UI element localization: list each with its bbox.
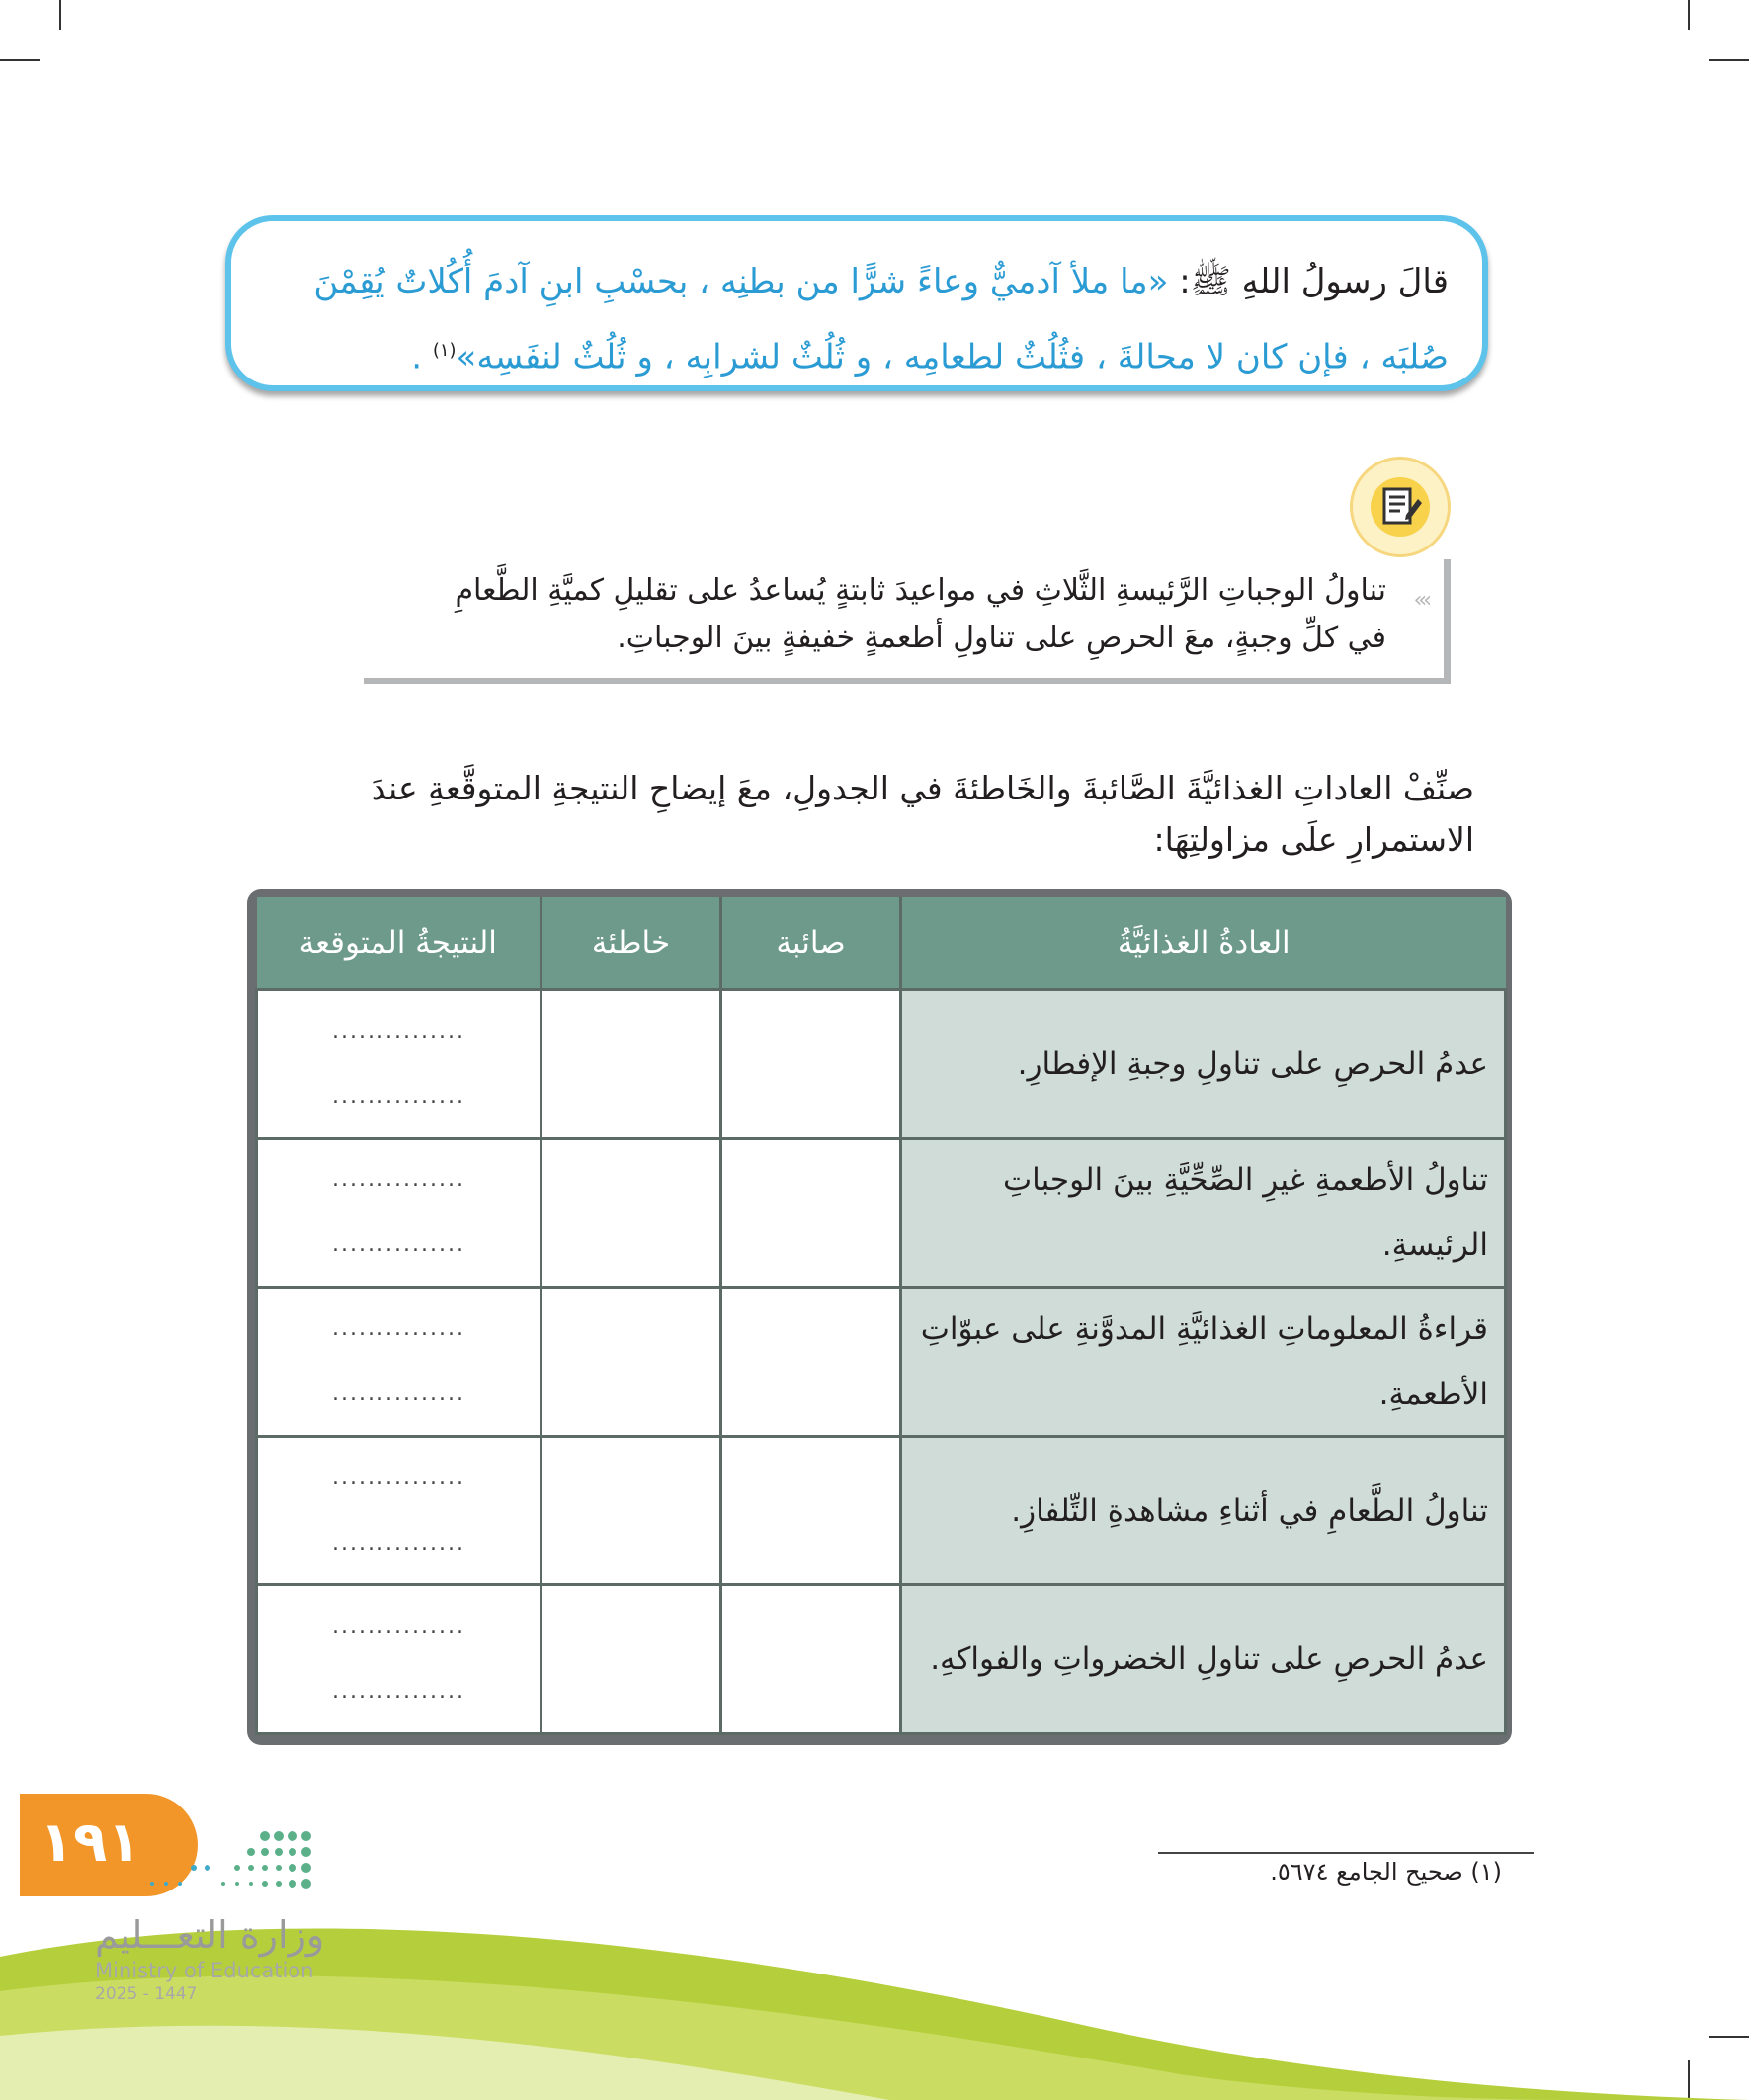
dotted-line: ............... bbox=[332, 1679, 465, 1705]
dotted-line: ............... bbox=[332, 1315, 465, 1341]
result-cell[interactable] bbox=[257, 990, 541, 1139]
activity-instruction: صنِّفْ العاداتِ الغذائيَّةَ الصَّائبةَ والخَاطئةَ في الجدولِ، معَ إيضاحِ النتيجةِ المتوقَّعةِ عندَ الاستمرارِ علَى مزاولتِهَا: bbox=[371, 769, 1474, 859]
hadith-end: . bbox=[411, 337, 433, 378]
result-cell[interactable] bbox=[257, 1138, 541, 1288]
header-correct: صائبة bbox=[721, 897, 901, 990]
dotted-line: ............... bbox=[332, 1530, 465, 1555]
note-text: تناولُ الوجباتِ الرَّئيسةِ الثَّلاثِ في مواعيدَ ثابتةٍ يُساعدُ على تقليلِ كميَّةِ الطَّعامِ في كلِّ وجبةٍ، معَ الحرصِ على تناولِ أطعمةٍ خفيفةٍ بينَ الوجباتِ. bbox=[455, 573, 1386, 655]
wrong-cell[interactable] bbox=[541, 990, 721, 1139]
wrong-cell[interactable] bbox=[541, 1288, 721, 1437]
table-row bbox=[257, 1288, 1506, 1437]
crop-mark bbox=[0, 59, 40, 61]
habit-cell: قراءةُ المعلوماتِ الغذائيَّةِ المدوَّنةِ على عبوّاتِ الأطعمةِ. bbox=[901, 1288, 1506, 1437]
habit-cell: تناولُ الأطعمةِ غيرِ الصِّحِّيَّةِ بينَ الوجباتِ الرئيسةِ. bbox=[901, 1138, 1506, 1288]
habit-cell: عدمُ الحرصِ على تناولِ الخضرواتِ والفواكهِ. bbox=[901, 1585, 1506, 1734]
table-header-row bbox=[257, 897, 1506, 990]
correct-cell[interactable] bbox=[721, 1288, 901, 1437]
result-cell[interactable] bbox=[257, 1288, 541, 1437]
ministry-logo-icon bbox=[109, 1828, 316, 1897]
correct-cell[interactable] bbox=[721, 1585, 901, 1734]
crop-mark bbox=[59, 0, 61, 30]
hadith-intro: قالَ رسولُ اللهِ ﷺ: bbox=[1168, 262, 1449, 301]
correct-cell[interactable] bbox=[721, 1138, 901, 1288]
hadith-box bbox=[225, 215, 1488, 391]
dotted-line: ............... bbox=[332, 1614, 465, 1639]
dotted-line: ............... bbox=[332, 1232, 465, 1258]
correct-cell[interactable] bbox=[721, 1436, 901, 1585]
habit-cell: تناولُ الطَّعامِ في أثناءِ مشاهدةِ التِّلفازِ. bbox=[901, 1436, 1506, 1585]
dotted-line: ............... bbox=[332, 1018, 465, 1044]
wrong-cell[interactable] bbox=[541, 1436, 721, 1585]
habits-table bbox=[247, 889, 1512, 1745]
footnote: (١) صحيح الجامع ٥٦٧٤. bbox=[1270, 1858, 1502, 1886]
dotted-line: ............... bbox=[332, 1465, 465, 1490]
dotted-line: ............... bbox=[332, 1083, 465, 1109]
ministry-year: 2025 - 1447 bbox=[95, 1984, 198, 2004]
result-cell[interactable] bbox=[257, 1436, 541, 1585]
correct-cell[interactable] bbox=[721, 990, 901, 1139]
header-wrong: خاطئة bbox=[541, 897, 721, 990]
crop-mark bbox=[1688, 0, 1690, 30]
notepad-icon bbox=[1350, 457, 1451, 557]
table-row bbox=[257, 1585, 1506, 1734]
footnote-divider bbox=[1158, 1852, 1534, 1854]
result-cell[interactable] bbox=[257, 1585, 541, 1734]
header-result: النتيجةُ المتوقعة bbox=[257, 897, 541, 990]
header-habit: العادةُ الغذائيَّةُ bbox=[901, 897, 1506, 990]
dotted-line: ............... bbox=[332, 1167, 465, 1193]
table-row bbox=[257, 990, 1506, 1139]
ministry-name-ar: وزارة التعـــليم bbox=[95, 1913, 325, 1957]
crop-mark bbox=[1709, 59, 1749, 61]
wrong-cell[interactable] bbox=[541, 1585, 721, 1734]
arrows-icon: ››› bbox=[1413, 588, 1428, 613]
hadith-text: «ما ملأ آدميٌّ وعاءً شرًّا من بطنِه ، بحسْبِ ابنِ آدمَ أُكُلاتٌ يُقِمْنَ صُلبَه ، فإن كان لا محالةَ ، فثُلُثٌ لطعامِه ، و ثُلُثٌ لشرابِه ، و ثُلُثٌ لنفَسِه» bbox=[313, 262, 1449, 378]
footnote-ref: (١) bbox=[432, 340, 457, 361]
note-box bbox=[364, 559, 1451, 684]
table-row bbox=[257, 1436, 1506, 1585]
habit-cell: عدمُ الحرصِ على تناولِ وجبةِ الإفطارِ. bbox=[901, 990, 1506, 1139]
ministry-name-en: Ministry of Education bbox=[95, 1959, 314, 1982]
table-row bbox=[257, 1138, 1506, 1288]
wrong-cell[interactable] bbox=[541, 1138, 721, 1288]
page-number: ١٩١ bbox=[40, 1810, 141, 1875]
dotted-line: ............... bbox=[332, 1381, 465, 1406]
